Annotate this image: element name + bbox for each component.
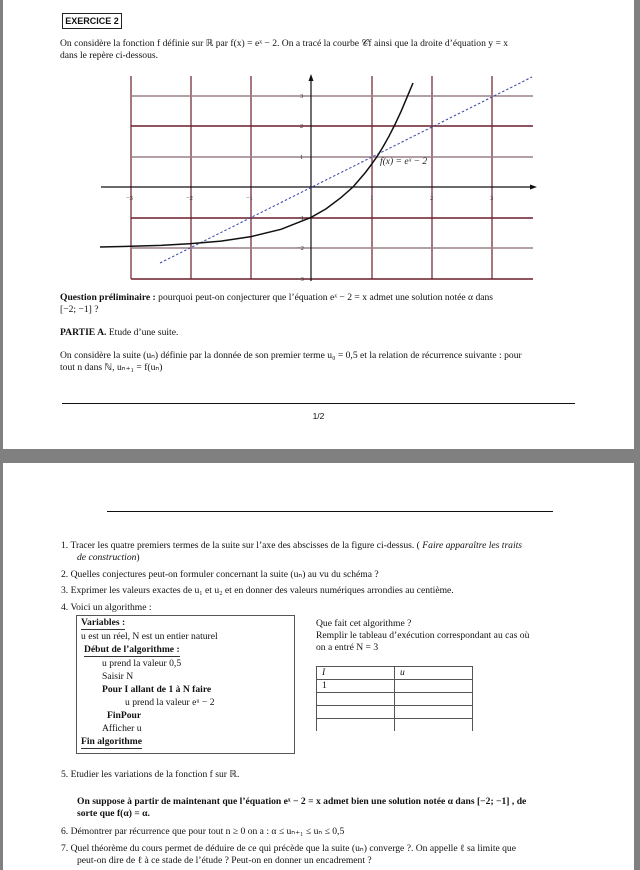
svg-text:−2: −2 — [186, 195, 193, 202]
svg-text:−1: −1 — [297, 215, 304, 222]
algo-question-2: Remplir le tableau d’exécution correspondant au cas où — [316, 630, 530, 641]
list-item-2: 2. Quelles conjectures peut-on formuler concernant la suite (uₙ) au vu du schéma ? — [61, 569, 379, 580]
algo-fin-label: Fin algorithme — [81, 736, 143, 747]
header-u: u — [395, 667, 473, 680]
algo-variables-text: u est un réel, N est un entier naturel — [81, 631, 218, 642]
question-label: Question préliminaire : — [60, 292, 156, 303]
list-item-7-line-2: peut-on dire de ℓ à ce stade de l’étude ? Peut-on en donner un encadrement ? — [77, 855, 372, 866]
table-header-row — [317, 667, 473, 680]
list-item-6: 6. Démontrer par récurrence que pour tout n ≥ 0 on a : α ≤ uₙ₊₁ ≤ uₙ ≤ 0,5 — [61, 826, 345, 837]
exercise-label: EXERCICE 2 — [62, 13, 122, 29]
svg-text:−1: −1 — [246, 195, 253, 202]
svg-text:−3: −3 — [297, 276, 304, 283]
header-i: I — [317, 667, 395, 680]
list-item-4: 4. Voici un algorithme : — [61, 602, 152, 613]
svg-text:2: 2 — [300, 123, 304, 130]
svg-text:−2: −2 — [297, 245, 304, 252]
intro-line-2: dans le repère ci-dessous. — [60, 50, 159, 61]
list-item-3: 3. Exprimer les valeurs exactes de u₁ et u₂ et en donner des valeurs numériques arrondies au centième. — [61, 585, 454, 596]
question-text: pourquoi peut-on conjecturer que l’équation eˣ − 2 = x admet une solution notée α dans — [158, 292, 494, 303]
execution-table — [316, 666, 473, 731]
table-row[interactable] — [317, 706, 473, 719]
page-2 — [3, 463, 634, 870]
list-item-1-line-2: de construction) — [77, 552, 140, 563]
supposition-line-2: sorte que f(α) = α. — [77, 808, 150, 819]
list-item-1: 1. Tracer les quatre premiers termes de la suite sur l’axe des abscisses de la figure ci-dessus. ( Faire apparaître les traits — [61, 540, 523, 551]
svg-text:3: 3 — [300, 93, 304, 100]
intro-line-1: On considère la fonction f définie sur ℝ par f(x) = eˣ − 2. On a tracé la courbe 𝒞f ainsi que la droite d’équation y = x — [60, 38, 509, 49]
svg-text:1: 1 — [370, 195, 374, 202]
table-row[interactable] — [317, 719, 473, 732]
line-y-equals-x — [160, 77, 532, 263]
page-number: 1/2 — [312, 411, 325, 421]
partie-text: Etude d’une suite. — [108, 327, 179, 338]
question-text-2: [−2; −1] ? — [60, 304, 99, 315]
algo-question-3: on a entré N = 3 — [316, 642, 379, 653]
curve-label: f(x) = eˣ − 2 — [380, 157, 428, 167]
algo-line-2: Saisir N — [102, 671, 134, 682]
page-1 — [3, 0, 634, 449]
svg-text:3: 3 — [490, 195, 494, 202]
partie-label: PARTIE A. — [60, 327, 107, 338]
algorithm-box — [76, 615, 295, 754]
svg-text:1: 1 — [300, 154, 304, 161]
algo-variables-label: Variables : — [81, 617, 126, 628]
algo-line-5: FinPour — [107, 710, 142, 721]
algo-line-1: u prend la valeur 0,5 — [102, 658, 182, 669]
suite-line-2: tout n dans ℕ, uₙ₊₁ = f(uₙ) — [60, 362, 163, 373]
function-graph — [0, 0, 640, 290]
svg-text:−3: −3 — [126, 195, 133, 202]
supposition-line-1: On suppose à partir de maintenant que l’équation eˣ − 2 = x admet bien une solution notée α dans [−2; −1] , de — [77, 796, 527, 807]
table-row[interactable]: 1 — [317, 680, 473, 693]
algo-line-3: Pour I allant de 1 à N faire — [102, 684, 212, 695]
question-preliminaire — [60, 292, 493, 304]
suite-line-1: On considère la suite (uₙ) définie par la donnée de son premier terme u₀ = 0,5 et la relation de récurrence suivante : pour — [60, 350, 522, 361]
list-item-7: 7. Quel théorème du cours permet de déduire de ce qui précède que la suite (uₙ) converge ?. On appelle ℓ sa limite que — [61, 843, 516, 854]
algo-debut-label: Début de l’algorithme : — [84, 644, 180, 655]
algo-line-6: Afficher u — [102, 723, 142, 734]
curve-f — [100, 83, 413, 247]
algo-line-4: u prend la valeur eᵘ − 2 — [125, 697, 215, 708]
header-rule — [107, 511, 553, 512]
list-item-5: 5. Etudier les variations de la fonction f sur ℝ. — [61, 769, 240, 780]
algo-question-1: Que fait cet algorithme ? — [316, 618, 412, 629]
partie-a-heading — [60, 327, 178, 339]
table-row[interactable] — [317, 693, 473, 706]
footer-rule — [62, 403, 575, 404]
svg-text:2: 2 — [430, 195, 434, 202]
